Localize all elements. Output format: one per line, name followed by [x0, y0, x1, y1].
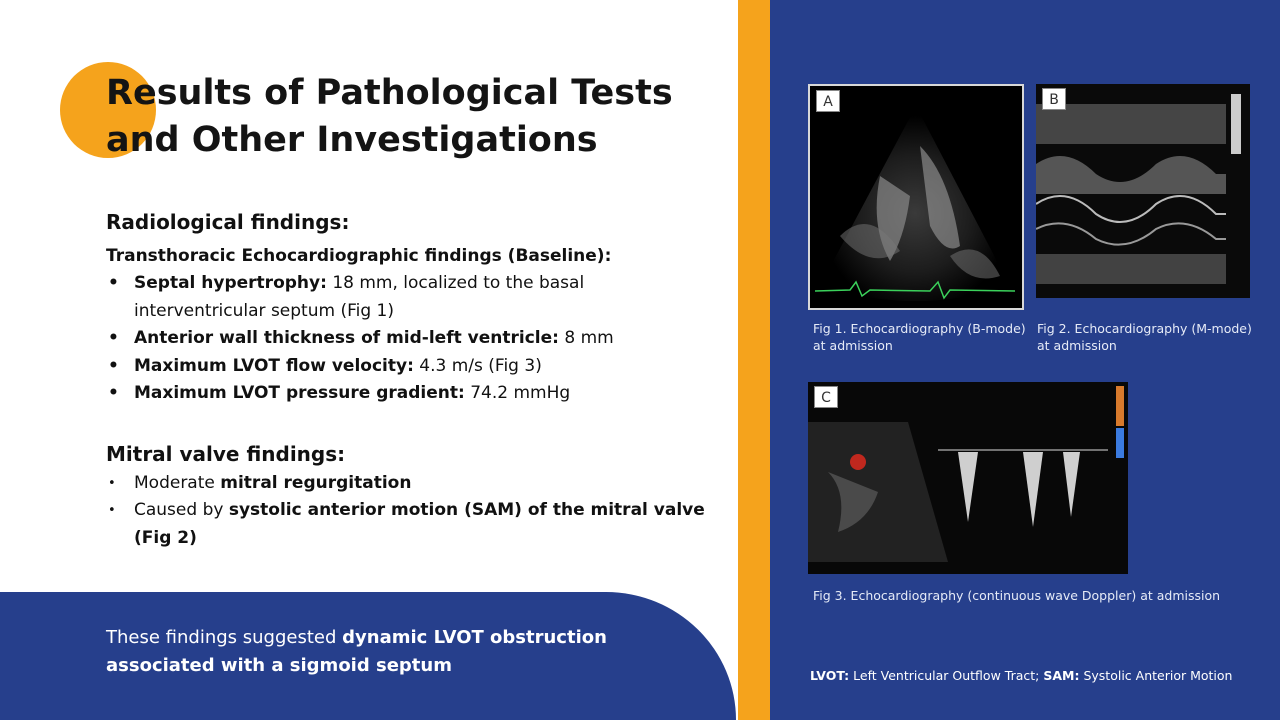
page-title: Results of Pathological Tests and Other Investigations — [106, 73, 673, 160]
conclusion-bold: dynamic LVOT obstruction associated with a sigmoid septum — [106, 627, 607, 676]
finding-value: 4.3 m/s (Fig 3) — [419, 355, 542, 376]
item-bold: mitral regurgitation — [220, 472, 412, 493]
finding-label: Maximum LVOT flow velocity: — [134, 355, 414, 376]
finding-value: 8 mm — [564, 328, 614, 348]
findings-section — [106, 206, 716, 552]
abbreviations-footnote — [810, 668, 1270, 683]
figure-letter: C — [814, 386, 838, 408]
list-item — [106, 380, 716, 408]
figure-b-caption: Fig 2. Echocardiography (M-mode) at admission — [1037, 321, 1252, 353]
list-item — [106, 353, 716, 381]
finding-label: Septal hypertrophy: — [134, 273, 327, 293]
figure-letter: A — [816, 90, 840, 112]
abbrev-term: LVOT: — [810, 668, 850, 683]
list-item — [106, 325, 716, 353]
abbrev-definition: Systolic Anterior Motion — [1083, 668, 1233, 683]
mitral-list — [106, 470, 716, 553]
list-item — [106, 497, 716, 552]
orange-divider-stripe — [738, 0, 770, 720]
item-prefix: Moderate — [134, 472, 221, 493]
abbrev-term: SAM: — [1043, 668, 1080, 683]
abbrev-definition: Left Ventricular Outflow Tract; — [853, 668, 1040, 683]
list-item — [106, 270, 716, 325]
figure-a-bmode-image — [808, 84, 1024, 310]
item-bold: systolic anterior motion (SAM) of the mitral valve (Fig 2) — [134, 500, 705, 548]
figure-b-mmode-image — [1036, 84, 1250, 298]
figure-letter: B — [1042, 88, 1066, 110]
conclusion-text — [106, 624, 706, 680]
echo-subheading: Transthoracic Echocardiographic findings (Baseline): — [106, 246, 612, 266]
finding-value: 74.2 mmHg — [470, 383, 571, 403]
radiological-list — [106, 270, 716, 408]
conclusion-prefix: These findings suggested — [106, 627, 343, 648]
finding-label: Maximum LVOT pressure gradient: — [134, 383, 465, 403]
item-prefix: Caused by — [134, 500, 229, 520]
radiological-heading: Radiological findings: — [106, 210, 350, 234]
figure-c-caption: Fig 3. Echocardiography (continuous wave Doppler) at admission — [813, 588, 1221, 603]
finding-label: Anterior wall thickness of mid-left ventricle: — [134, 328, 559, 348]
mitral-heading: Mitral valve findings: — [106, 441, 346, 466]
figure-a-caption: Fig 1. Echocardiography (B-mode) at admission — [813, 321, 1026, 353]
finding-value: 18 mm, localized to the basal interventricular septum (Fig 1) — [134, 273, 585, 321]
figure-c-doppler-image — [808, 382, 1128, 574]
list-item — [106, 470, 716, 498]
